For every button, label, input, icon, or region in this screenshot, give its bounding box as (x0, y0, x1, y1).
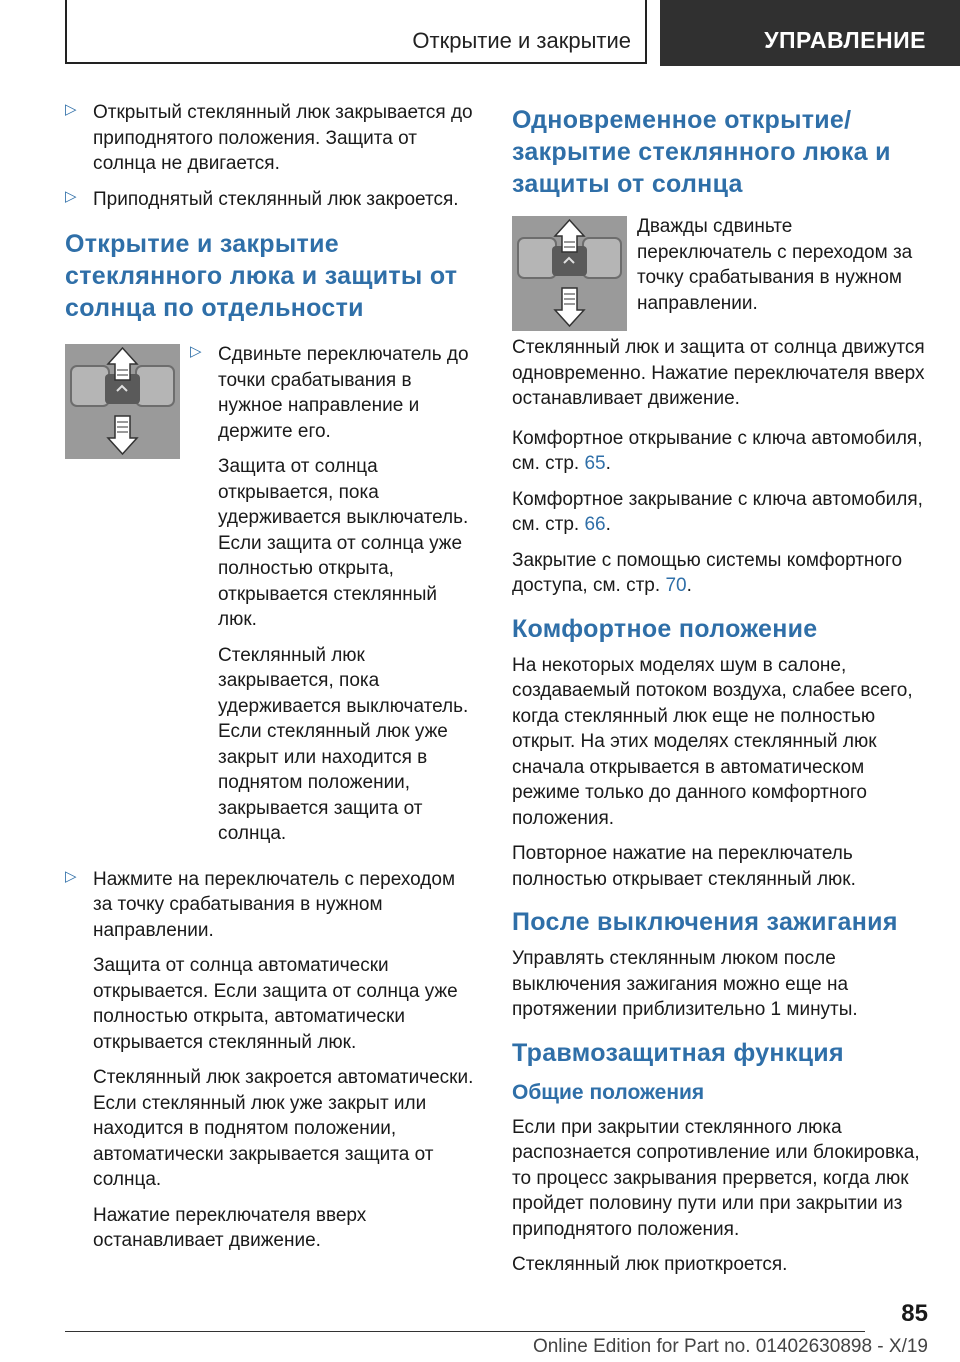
section-heading: Комфортное положение (512, 614, 818, 643)
edition-note: Online Edition for Part no. 01402630898 - X/19 (532, 1336, 928, 1357)
section-heading: После выключения зажигания (512, 908, 898, 936)
page-link[interactable]: 66 (584, 514, 606, 535)
section-title: Открытие и закрытие (412, 28, 631, 53)
list-item-text: Нажмите на переключатель с переходом за точку срабатывания в нужном направлении. (93, 868, 456, 941)
paragraph: Стеклянный люк и защита от солнца движутся одновременно. Нажатие переключателя вверх останавливает движение. (512, 337, 925, 409)
image-block (512, 214, 930, 331)
paragraph: Управлять стеклянным люком после выключения зажигания можно еще на протяжении приблизительно 1 минуты. (512, 948, 858, 1020)
paragraph: На некоторых моделях шум в салоне, создаваемый потоком воздуха, слабее всего, когда стеклянный люк еще не полностью открыт. На этих моделях стеклянный люк сначала открывается в автоматическом режиме только до данного комфортного положения. (512, 654, 913, 829)
triangle-right-icon (190, 342, 202, 360)
paragraph: Защита от солнца открывается, пока удерживается выключатель. Если защита от солнца уже полностью открыта, открывается стеклянный люк. (218, 456, 469, 630)
cross-reference: Закрытие с помощью системы комфортного доступа, см. стр. 70. (512, 549, 903, 596)
paragraph: Стеклянный люк приоткроется. (512, 1254, 788, 1275)
list-item (65, 867, 477, 1254)
right-column (512, 100, 930, 1288)
paragraph: Повторное нажатие на переключатель полностью открывает стеклянный люк. (512, 843, 856, 890)
triangle-right-icon (65, 187, 77, 205)
list-item-text: Открытый стеклянный люк закрывается до приподнятого положения. Защита от солнца не двигается. (93, 102, 473, 174)
section-tab (65, 0, 647, 64)
image-text (190, 342, 477, 857)
reference-text: Комфортное закрывание с ключа автомобиля, см. стр. (512, 488, 923, 535)
page-header (0, 0, 960, 66)
paragraph: Если при закрытии стеклянного люка распознается сопротивление или блокировка, то процесс закрывания прервется, когда люк пройдет половину пути или при закрытии из приподнятого положения. (512, 1116, 920, 1240)
list-item (65, 187, 477, 213)
roof-switch-image (512, 216, 627, 331)
reference-text: Закрытие с помощью системы комфортного доступа, см. стр. (512, 549, 903, 596)
cross-reference: Комфортное открывание с ключа автомобиля, см. стр. 65. (512, 427, 923, 474)
section-heading: Травмозащитная функция (512, 1038, 844, 1067)
triangle-right-icon (65, 867, 77, 885)
list-item-text: Сдвиньте переключатель до точки срабатывания в нужное направление и держите его. (218, 344, 469, 442)
paragraph: Стеклянный люк закроется автоматически. Если стеклянный люк уже закрыт или находится в поднятом положении, автоматически закрывается защита от солнца. (93, 1067, 474, 1190)
page-link[interactable]: 65 (584, 453, 606, 474)
paragraph: Дважды сдвиньте переключатель с переходом за точку срабатывания в нужном направлении. (637, 216, 913, 314)
section-heading: Открытие и закрытие стеклянного люка и защиты от солнца по отдельности (65, 230, 458, 322)
image-text (637, 214, 930, 331)
image-block (65, 342, 477, 857)
paragraph: Нажатие переключателя вверх останавливает движение. (93, 1204, 367, 1251)
footer-divider (65, 1331, 865, 1332)
subsection-heading: Общие положения (512, 1080, 705, 1104)
paragraph: Защита от солнца автоматически открывается. Если защита от солнца уже полностью открыта, автоматически открывается стеклянный люк. (93, 955, 458, 1053)
chapter-tab (660, 0, 960, 66)
page-number: 85 (901, 1300, 928, 1327)
page-link[interactable]: 70 (665, 575, 687, 596)
list-item-text: Приподнятый стеклянный люк закроется. (93, 188, 459, 210)
left-column (65, 100, 477, 1264)
section-heading: Одновременное открытие/закрытие стеклянного люка и защиты от солнца (512, 106, 891, 198)
paragraph: Стеклянный люк закрывается, пока удерживается выключатель. Если стеклянный люк уже закрыт или находится в поднятом положении, закрывается защита от солнца. (218, 644, 469, 844)
triangle-right-icon (65, 100, 77, 118)
chapter-title: УПРАВЛЕНИЕ (764, 27, 926, 53)
reference-text: Комфортное открывание с ключа автомобиля, см. стр. (512, 427, 923, 474)
roof-switch-image (65, 344, 180, 459)
list-item (65, 100, 477, 177)
cross-reference: Комфортное закрывание с ключа автомобиля, см. стр. 66. (512, 488, 923, 535)
